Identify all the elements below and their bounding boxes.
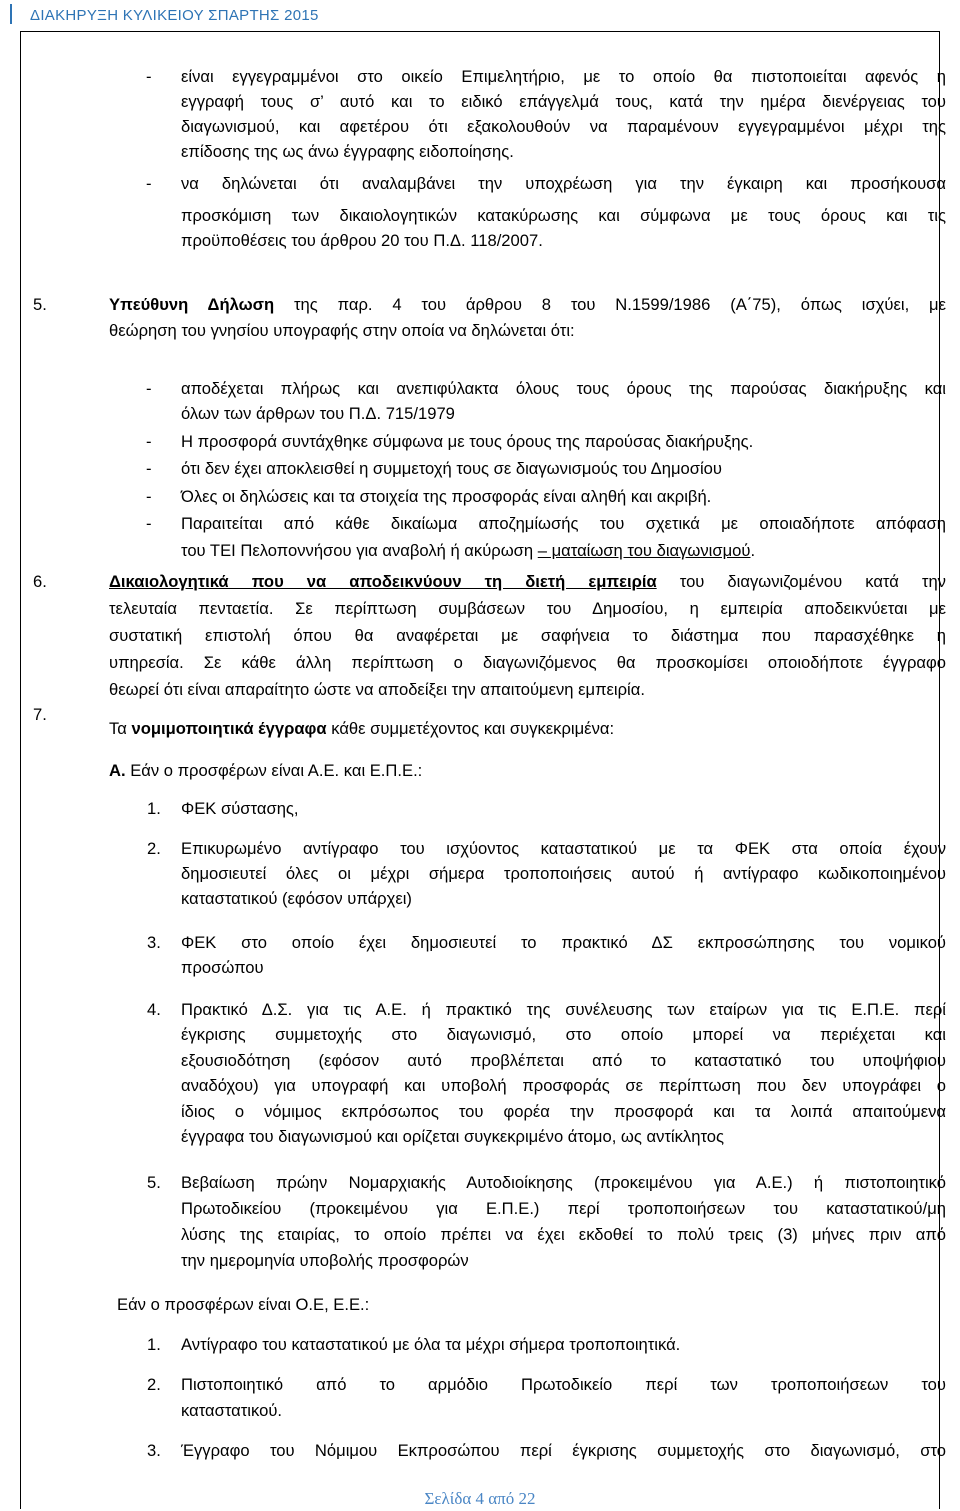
list-number: 5. — [147, 1173, 161, 1192]
text-line: τελευταία πενταετία. Σε περίπτωση συμβάσεων του Δημοσίου, η εμπειρία αποδεικνύεται με — [109, 599, 946, 618]
bullet-dash: - — [146, 432, 152, 451]
text-line: εξουσιοδότηση (εφόσον αυτό προβλέπεται από το καταστατικό του υποψήφιου — [181, 1051, 946, 1070]
text-line: θεωρεί ότι είναι απαραίτητο ώστε να αποδείξει την απαιτούμενη εμπειρία. — [109, 680, 645, 699]
text-line: την ημερομηνία υποβολής προσφορών — [181, 1251, 469, 1270]
text-line: Πρακτικό Δ.Σ. για τις Α.Ε. ή πρακτικό της συνέλευσης των εταίρων για τις Ε.Π.Ε. περί — [181, 1000, 946, 1019]
text-line: επίδοσης της ως άνω έγγραφης ειδοποίησης. — [181, 142, 514, 161]
section5-heading-rest: της παρ. 4 του άρθρου 8 του Ν.1599/1986 (Α΄75), όπως ισχύει, με — [294, 295, 946, 314]
text-line: όλων των άρθρων του Π.Δ. 715/1979 — [181, 404, 455, 423]
text-line: προσκόμιση των δικαιολογητικών κατακύρωσης και σύμφωνα με τους όρους και τις — [181, 206, 946, 225]
list-number: 1. — [147, 1335, 161, 1354]
text-line: ίδιος ο νόμιμος εκπρόσωπος του φορέα την προσφορά και τα λοιπά απαιτούμενα — [181, 1102, 946, 1121]
text-line: καταστατικού. — [181, 1401, 283, 1420]
section5-heading — [109, 292, 946, 317]
subsection-a: Α. Εάν ο προσφέρων είναι Α.Ε. και Ε.Π.Ε.: — [109, 761, 423, 780]
bullet-dash: - — [146, 514, 152, 533]
text-line: αποδέχεται πλήρως και ανεπιφύλακτα όλους τους όρους της παρούσας διακήρυξης και — [181, 379, 946, 398]
text-line: δημοσιευτεί όλες οι μέχρι σήμερα τροποποιήσεις αυτού ή αντίγραφο κωδικοποιημένου — [181, 864, 946, 883]
text-line: εγγραφή τους σ’ αυτό και το ειδικό επάγγελμά τους, κατά την ημέρα διενέργειας του — [181, 92, 946, 111]
text-line: Πρωτοδικείου (προκειμένου για Ε.Π.Ε.) περί τροποποιήσεων του καταστατικού/μη — [181, 1199, 946, 1218]
section6-title: Δικαιολογητικά που να αποδεικνύουν τη διετή εμπειρία — [109, 572, 657, 591]
text-line: Έγγραφο του Νόμιμου Εκπροσώπου περί έγκρισης συμμετοχής στο διαγωνισμό, στο — [181, 1441, 946, 1460]
list-number: 1. — [147, 799, 161, 818]
text-line: ΦΕΚ στο οποίο έχει δημοσιευτεί το πρακτικό ΔΣ εκπροσώπησης του νομικού — [181, 933, 946, 952]
bullet-dash: - — [146, 174, 152, 193]
text-line: του ΤΕΙ Πελοποννήσου για αναβολή ή ακύρωση – ματαίωση του διαγωνισμού. — [181, 541, 756, 560]
underlined-text: – ματαίωση του διαγωνισμού — [537, 541, 751, 560]
subsection-b: Εάν ο προσφέρων είναι Ο.Ε, Ε.Ε.: — [117, 1295, 370, 1314]
text-line: προϋποθέσεις του άρθρου 20 του Π.Δ. 118/2007. — [181, 231, 543, 250]
text-line: αναδόχου) για υπογραφή και υποβολή προσφοράς σε περίπτωση που δεν υπογράφει ο — [181, 1076, 946, 1095]
section7-intro: Τα νομιμοποιητικά έγγραφα κάθε συμμετέχοντος και συγκεκριμένα: — [109, 719, 615, 738]
list-number: 3. — [147, 933, 161, 952]
list-number: 2. — [147, 1375, 161, 1394]
list-number: 4. — [147, 1000, 161, 1019]
text-line: θεώρηση του γνησίου υπογραφής στην οποία να δηλώνεται ότι: — [109, 321, 575, 340]
text-line: να δηλώνεται ότι αναλαμβάνει την υποχρέωση για την έγκαιρη και προσήκουσα — [181, 174, 946, 193]
text-line: Αντίγραφο του καταστατικού με όλα τα μέχρι σήμερα τροποποιητικά. — [181, 1335, 681, 1354]
header-accent-bar — [10, 4, 12, 24]
text-line: Βεβαίωση πρώην Νομαρχιακής Αυτοδιοίκησης (προκειμένου για Α.Ε.) ή πιστοποιητικό — [181, 1173, 946, 1192]
section-number: 6. — [33, 572, 47, 591]
text-line: ΦΕΚ σύστασης, — [181, 799, 299, 818]
text-line: υπηρεσία. Σε κάθε άλλη περίπτωση ο διαγωνιζόμενος θα προσκομίσει οποιοδήποτε έγγραφο — [109, 653, 946, 672]
bullet-dash: - — [146, 379, 152, 398]
section-number: 7. — [33, 705, 47, 724]
text-line: καταστατικού (εφόσον υπάρχει) — [181, 889, 412, 908]
text-line: Παραιτείται από κάθε δικαίωμα αποζημίωσής του σχετικά με οποιαδήποτε απόφαση — [181, 514, 946, 533]
text-line: έγκρισης συμμετοχής στο διαγωνισμό, στο οποίο μπορεί να περιέχεται και — [181, 1025, 946, 1044]
bullet-dash: - — [146, 67, 152, 86]
text-line: Όλες οι δηλώσεις και τα στοιχεία της προσφοράς είναι αληθή και ακριβή. — [181, 487, 712, 506]
text-line: λύσης της εταιρίας, το οποίο πρέπει να έχει εκδοθεί το πολύ τρεις (3) μήνες πριν από — [181, 1225, 946, 1244]
text-line: ότι δεν έχει αποκλεισθεί η συμμετοχή τους σε διαγωνισμούς του Δημοσίου — [181, 459, 722, 478]
page-number: Σελίδα 4 από 22 — [424, 1489, 536, 1508]
section6-heading: Δικαιολογητικά που να αποδεικνύουν τη διετή εμπειρία του διαγωνιζομένου κατά την — [109, 572, 946, 591]
text-line: έγγραφα του διαγωνισμού και ορίζεται συγκεκριμένο άτομο, ως αντίκλητος — [181, 1127, 724, 1146]
bullet-dash: - — [146, 487, 152, 506]
text-line: διαγωνισμού, και αφετέρου ότι εξακολουθούν να παραμένουν εγγεγραμμένοι μέχρι της — [181, 117, 946, 136]
text-line: συστατική επιστολή όπου θα αναφέρεται με σαφήνεια το διάστημα που παρασχέθηκε η — [109, 626, 946, 645]
header-title: ΔΙΑΚΗΡΥΞΗ ΚΥΛΙΚΕΙΟΥ ΣΠΑΡΤΗΣ 2015 — [30, 7, 319, 24]
list-number: 2. — [147, 839, 161, 858]
bullet-dash: - — [146, 459, 152, 478]
list-number: 3. — [147, 1441, 161, 1460]
text-line: είναι εγγεγραμμένοι στο οικείο Επιμελητήριο, με το οποίο θα πιστοποιείται αφενός η — [181, 67, 946, 86]
text-line: Πιστοποιητικό από το αρμόδιο Πρωτοδικείο περί των τροποποιήσεων του — [181, 1375, 946, 1394]
section5-title: Υπεύθυνη Δήλωση — [109, 295, 275, 314]
text-line: Η προσφορά συντάχθηκε σύμφωνα με τους όρους της παρούσας διακήρυξης. — [181, 432, 754, 451]
page-header — [0, 0, 960, 30]
text-line: προσώπου — [181, 958, 264, 977]
section-number: 5. — [33, 295, 47, 314]
text-line: Επικυρωμένο αντίγραφο του ισχύοντος καταστατικού με τα ΦΕΚ στα οποία έχουν — [181, 839, 946, 858]
